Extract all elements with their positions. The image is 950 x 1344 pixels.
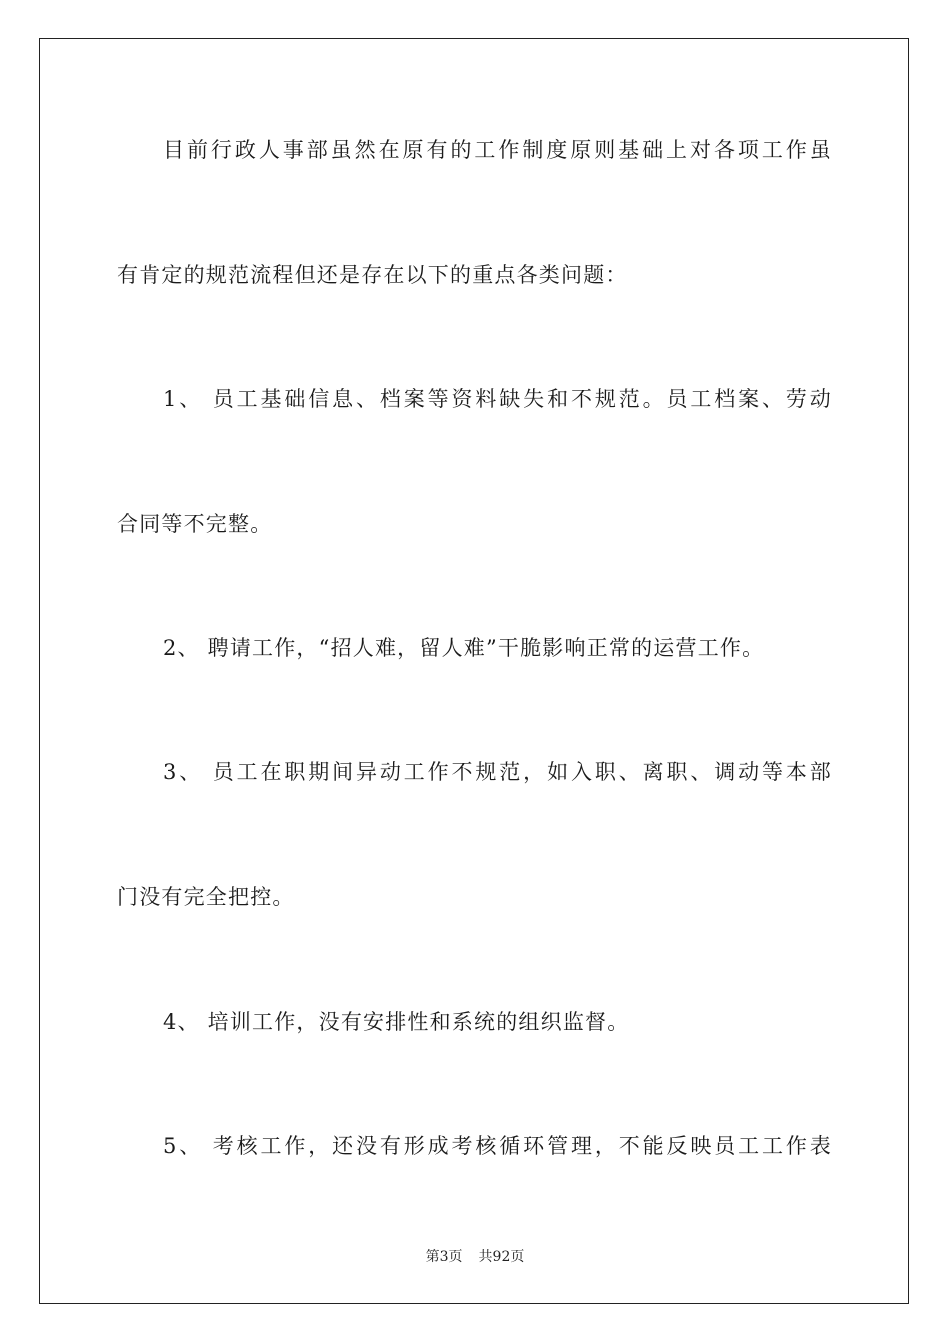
item-1-line-2: 合同等不完整。 [117,512,273,536]
page-number: 第3页 [425,1249,463,1265]
item-4-line-1: 4、 培训工作，没有安排性和系统的组织监督。 [163,1010,630,1034]
item-5-line-1: 5、 考核工作，还没有形成考核循环管理，不能反映员工工作表 [163,1134,832,1158]
paragraph-intro-line-1: 目前行政人事部虽然在原有的工作制度原则基础上对各项工作虽 [163,138,832,162]
item-1-line-1: 1、 员工基础信息、档案等资料缺失和不规范。员工档案、劳动 [163,387,832,411]
paragraph-intro-line-2: 有肯定的规范流程但还是存在以下的重点各类问题： [117,263,628,287]
page-footer [0,1246,950,1266]
item-3-line-2: 门没有完全把控。 [117,885,295,909]
item-2-line-1: 2、 聘请工作，“招人难，留人难”干脆影响正常的运营工作。 [163,636,765,660]
page-border [39,38,909,1304]
page-total: 共92页 [478,1249,525,1265]
item-3-line-1: 3、 员工在职期间异动工作不规范，如入职、离职、调动等本部 [163,760,832,784]
